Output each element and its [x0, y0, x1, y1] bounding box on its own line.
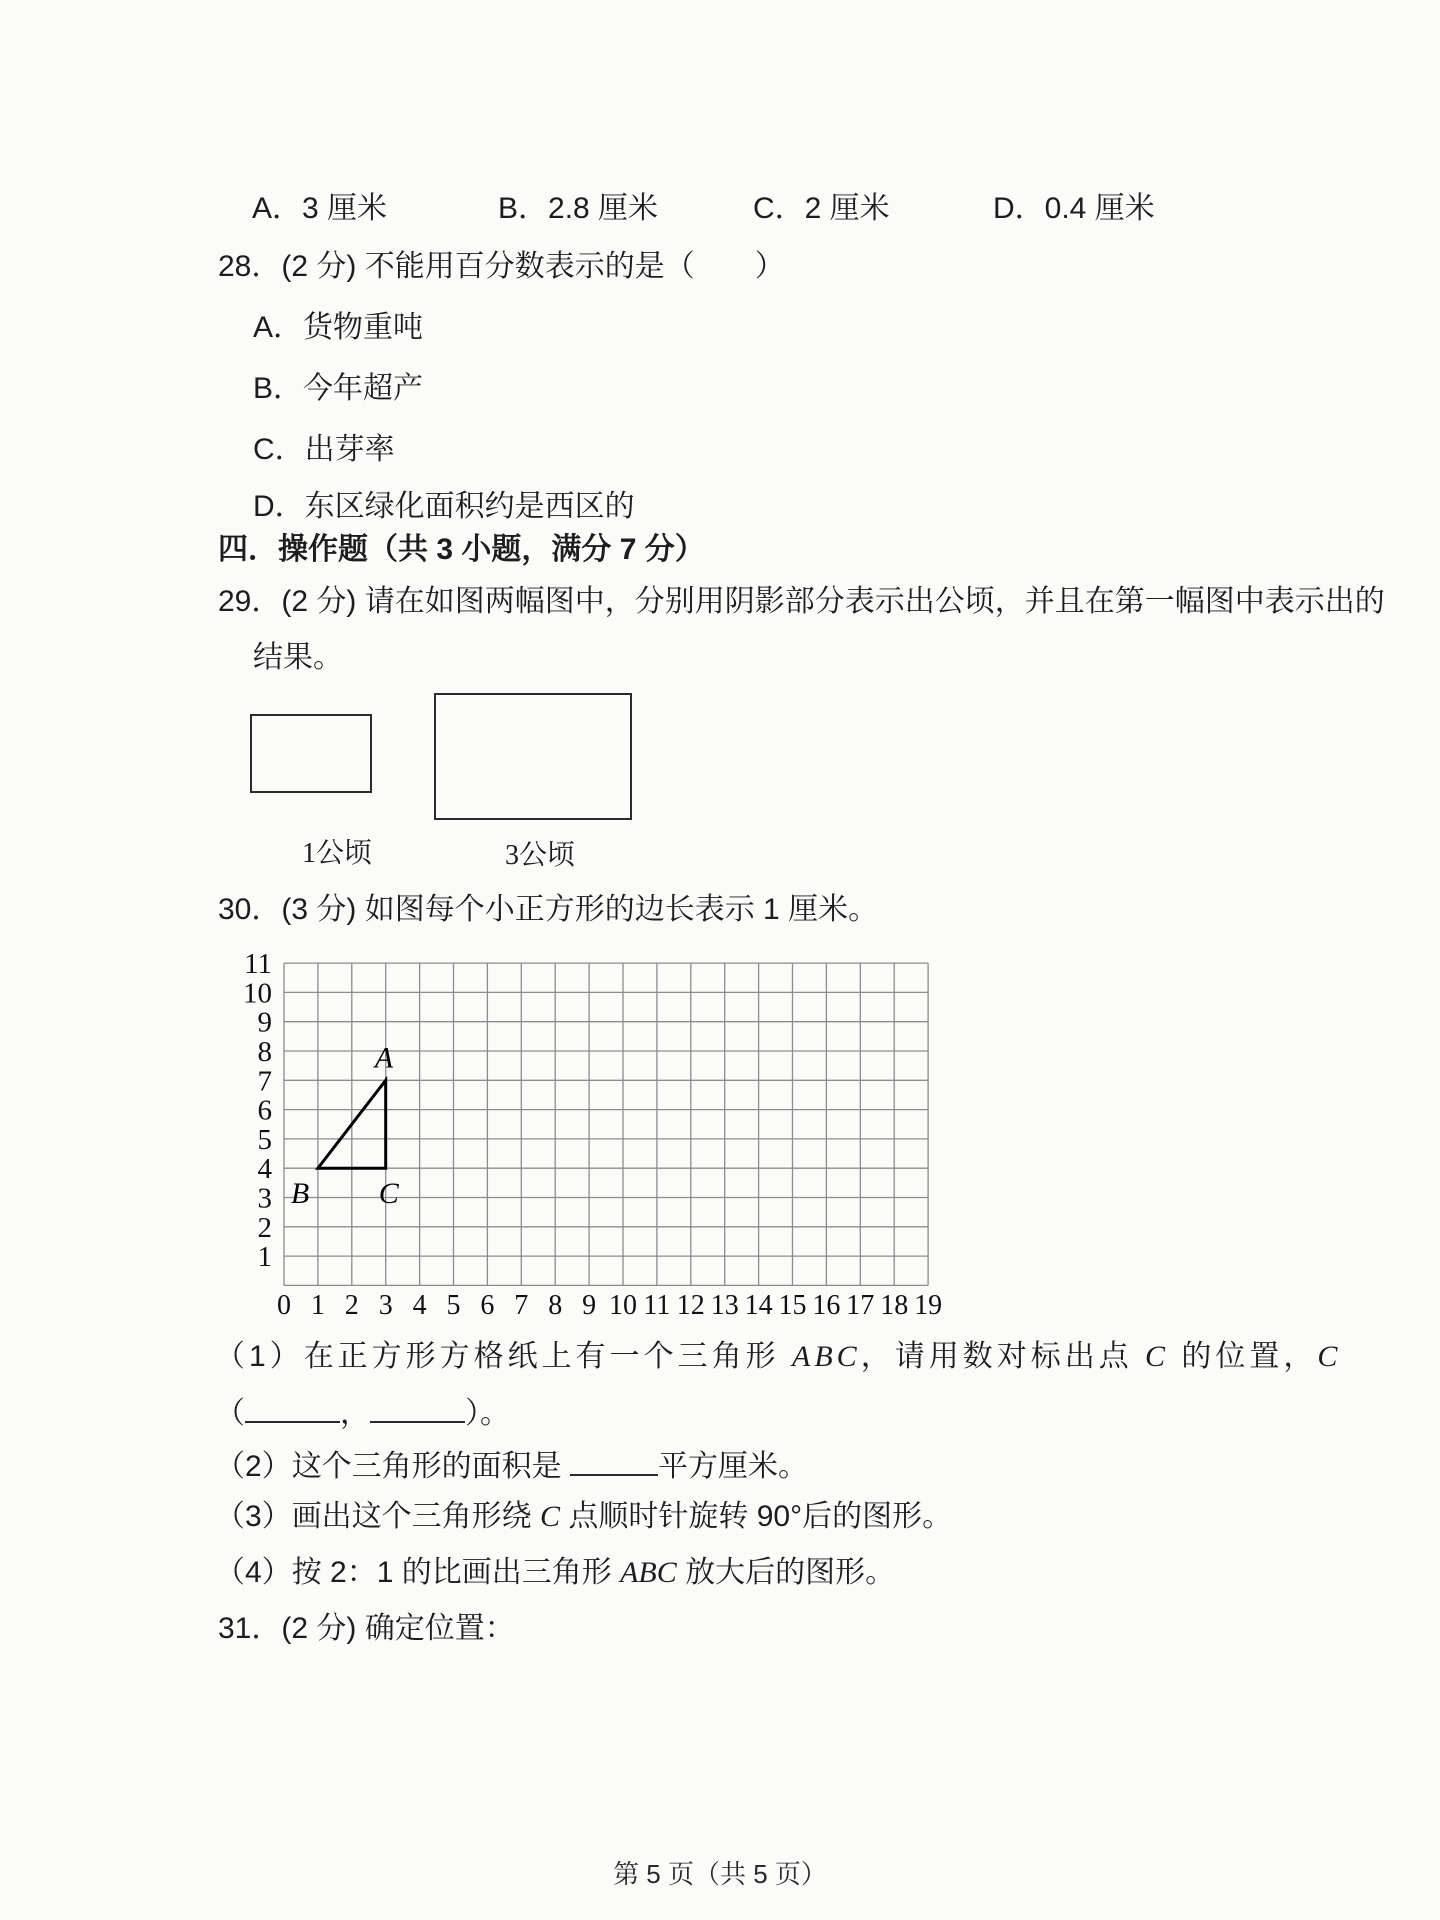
- option-b-cm: B．2.8 厘米: [498, 192, 659, 225]
- answer-blank-x: [245, 1395, 340, 1423]
- question-28: [218, 250, 785, 285]
- x-axis-label: 19: [914, 1290, 943, 1321]
- q30-sub4: （4）按 2：1 的比画出三角形 ABC 放大后的图形。: [215, 1556, 896, 1589]
- x-axis-label: 6: [480, 1290, 495, 1321]
- x-axis-label: 16: [812, 1290, 841, 1321]
- q30-sub3-marker: （3）: [215, 1500, 292, 1533]
- y-axis-label: 8: [257, 1036, 272, 1068]
- x-axis-label: 18: [880, 1290, 909, 1321]
- x-axis-label: 14: [744, 1290, 773, 1321]
- y-axis-label: 2: [257, 1211, 272, 1244]
- answer-blank-area: [570, 1448, 658, 1476]
- q30-sub4-marker: （4）: [215, 1556, 292, 1589]
- x-axis-label: 12: [676, 1290, 705, 1321]
- question-29-text: 请在如图两幅图中，分别用阴影部分表示出公顷，并且在第一幅图中表示出的: [364, 585, 1385, 618]
- x-axis-label: 2: [344, 1290, 359, 1321]
- hectare-rectangle-large: [434, 693, 632, 820]
- x-axis-label: 15: [778, 1290, 807, 1321]
- option-a-cm: A．3 厘米: [252, 192, 388, 225]
- x-axis-label: 3: [378, 1290, 393, 1321]
- coordinate-grid-figure: [230, 940, 990, 1330]
- hectare-label-3: 3公顷: [505, 840, 576, 871]
- y-axis-label: 11: [244, 948, 272, 981]
- x-axis-label: 0: [277, 1290, 291, 1321]
- x-axis-label: 8: [548, 1290, 563, 1321]
- x-axis-label: 11: [643, 1290, 671, 1321]
- answer-blank-y: [370, 1395, 465, 1423]
- y-axis-label: 4: [257, 1153, 272, 1186]
- x-axis-label: 4: [412, 1290, 427, 1321]
- x-axis-label: 9: [582, 1290, 597, 1321]
- q30-sub2-marker: （2）: [215, 1450, 292, 1483]
- q30-sub3: （3）画出这个三角形绕 C 点顺时针旋转 90°后的图形。: [215, 1500, 953, 1533]
- y-axis-label: 10: [243, 977, 272, 1010]
- x-axis-label: 17: [846, 1290, 875, 1321]
- vertex-label-C: C: [378, 1177, 399, 1211]
- q28-option-d: D．东区绿化面积约是西区的: [253, 490, 635, 523]
- q30-sub1-answer-line: （ ， ）。: [215, 1397, 510, 1430]
- page-footer: 第 5 页（共 5 页）: [613, 1859, 827, 1889]
- x-axis-label: 13: [710, 1290, 739, 1321]
- q30-sub1-marker: （1）: [215, 1340, 304, 1373]
- y-axis-label: 6: [257, 1094, 272, 1127]
- x-axis-label: 1: [310, 1290, 325, 1321]
- option-c-cm: C．2 厘米: [753, 192, 890, 225]
- vertex-label-B: B: [290, 1177, 310, 1211]
- hectare-label-1: 1公顷: [302, 838, 373, 869]
- y-axis-label: 3: [257, 1182, 272, 1215]
- question-30-number: 30．(3 分): [218, 893, 365, 926]
- triangle-abc-text: ABC: [792, 1340, 861, 1373]
- question-30-text: 如图每个小正方形的边长表示 1 厘米。: [364, 893, 879, 926]
- question-29-line1: [218, 585, 1385, 620]
- q30-sub1: （1）在正方形方格纸上有一个三角形 ABC，请用数对标出点 C 的位置，C: [215, 1340, 1342, 1373]
- q28-option-c: C．出芽率: [253, 433, 395, 466]
- x-axis-label: 10: [609, 1290, 637, 1321]
- question-28-text: 不能用百分数表示的是（ ）: [364, 250, 785, 283]
- option-d-cm: D．0.4 厘米: [993, 192, 1155, 225]
- question-30: [218, 893, 878, 928]
- y-axis-label: 9: [257, 1006, 272, 1039]
- section-4-header: 四．操作题（共 3 小题，满分 7 分）: [218, 533, 705, 566]
- q28-option-a: A．货物重吨: [253, 311, 424, 344]
- question-29-line2: 结果。: [253, 641, 343, 674]
- question-31-text: 确定位置：: [364, 1612, 515, 1645]
- hectare-rectangle-small: [250, 714, 372, 793]
- vertex-label-A: A: [374, 1041, 394, 1075]
- y-axis-label: 5: [257, 1123, 272, 1156]
- q30-sub2: （2）这个三角形的面积是 平方厘米。: [215, 1450, 809, 1483]
- y-axis-label: 7: [257, 1065, 272, 1098]
- x-axis-label: 7: [514, 1290, 529, 1321]
- question-28-number: 28．(2 分): [218, 250, 365, 283]
- x-axis-label: 5: [446, 1290, 461, 1321]
- question-31-number: 31．(2 分): [218, 1612, 365, 1645]
- question-29-number: 29．(2 分): [218, 585, 365, 618]
- q28-option-b: B．今年超产: [253, 372, 424, 405]
- question-31: [218, 1612, 515, 1647]
- y-axis-label: 1: [257, 1241, 272, 1274]
